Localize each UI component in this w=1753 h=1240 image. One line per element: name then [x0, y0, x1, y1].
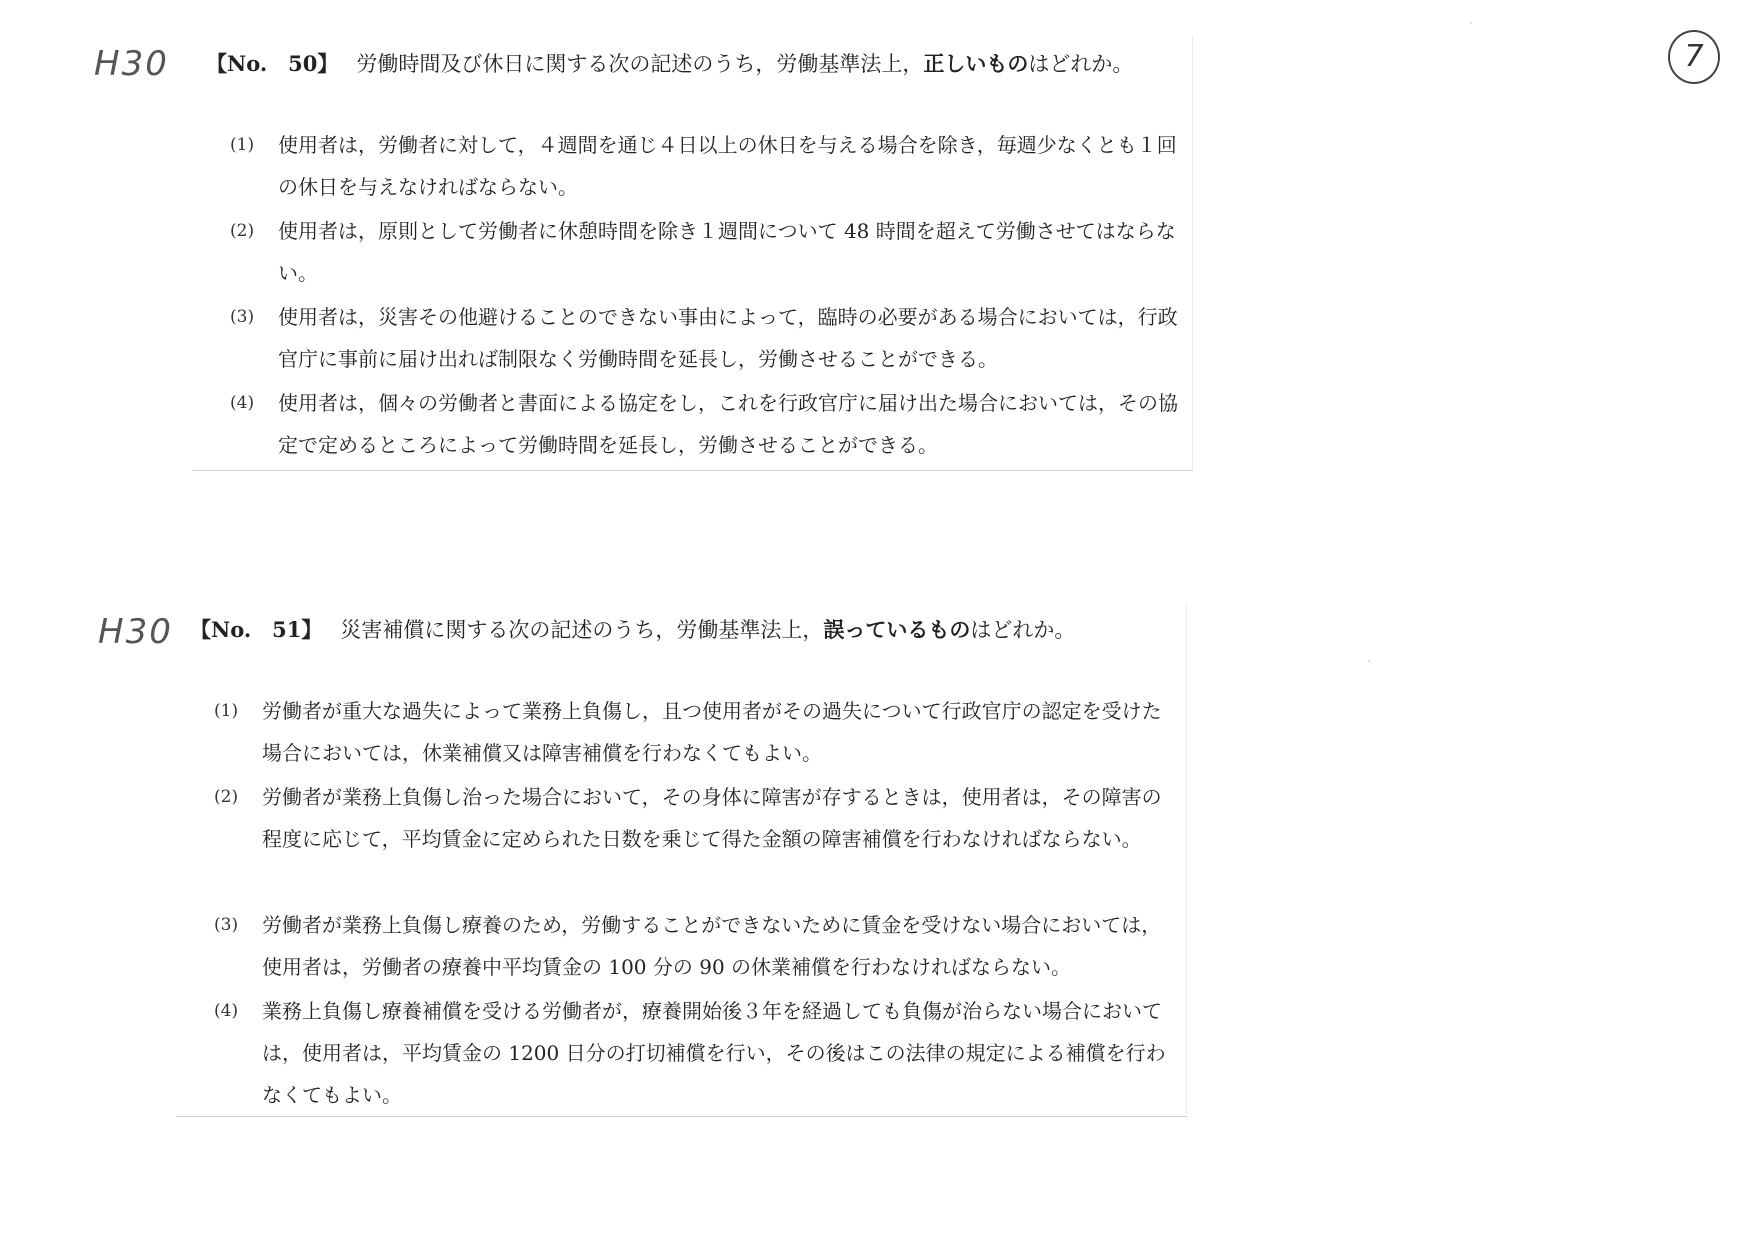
option-label: (3) — [230, 307, 255, 327]
scan-speck — [1470, 22, 1472, 24]
option-label: (2) — [230, 221, 255, 241]
option-2 — [214, 776, 1176, 860]
question-stem: 労働時間及び休日に関する次の記述のうち，労働基準法上，正しいものはどれか。 — [356, 51, 1134, 76]
option-label: (1) — [214, 701, 239, 721]
option-4 — [230, 382, 1182, 466]
handwritten-year-q50: H30 — [94, 44, 169, 84]
option-text: 労働者が重大な過失によって業務上負傷し，且つ使用者がその過失について行政官庁の認定を受けた場合においては，休業補償又は障害補償を行わなくてもよい。 — [262, 699, 1162, 765]
option-2 — [230, 210, 1182, 294]
question-stem: 災害補償に関する次の記述のうち，労働基準法上，誤っているものはどれか。 — [340, 617, 1076, 642]
option-text: 使用者は，個々の労働者と書面による協定をし，これを行政官庁に届け出た場合においては，その協定で定めるところによって労働時間を延長し，労働させることができる。 — [278, 391, 1178, 457]
option-4 — [214, 990, 1176, 1116]
option-text: 労働者が業務上負傷し療養のため，労働することができないために賃金を受けない場合においては，使用者は，労働者の療養中平均賃金の 100 分の 90 の休業補償を行わなければならない。 — [262, 913, 1162, 979]
option-text: 業務上負傷し療養補償を受ける労働者が，療養開始後３年を経過しても負傷が治らない場合においては，使用者は，平均賃金の 1200 日分の打切補償を行い，その後はこの法律の規定による補償を行わなくてもよい。 — [262, 999, 1166, 1107]
question-number: 【No. 51】 — [190, 617, 323, 642]
option-text: 使用者は，原則として労働者に休憩時間を除き１週間について 48 時間を超えて労働させてはならない。 — [278, 219, 1176, 285]
question-51-card — [176, 604, 1187, 1117]
question-50-header — [206, 48, 1133, 78]
option-1 — [214, 690, 1176, 774]
question-number: 【No. 50】 — [206, 51, 339, 76]
option-label: (3) — [214, 915, 239, 935]
option-text: 労働者が業務上負傷し治った場合において，その身体に障害が存するときは，使用者は，その障害の程度に応じて，平均賃金に定められた日数を乗じて得た金額の障害補償を行わなければならない。 — [262, 785, 1162, 851]
question-50-card — [192, 36, 1193, 471]
option-label: (4) — [230, 393, 255, 413]
handwritten-page-number: 7 — [1668, 30, 1720, 84]
option-label: (4) — [214, 1001, 239, 1021]
option-label: (2) — [214, 787, 239, 807]
stem-emphasis: 誤っているもの — [823, 617, 971, 642]
handwritten-year-q51: H30 — [98, 612, 173, 652]
option-1 — [230, 124, 1182, 208]
option-3 — [214, 904, 1176, 988]
stem-emphasis: 正しいもの — [923, 51, 1029, 76]
question-51-header — [190, 614, 1075, 644]
option-3 — [230, 296, 1182, 380]
scan-speck — [1368, 660, 1370, 662]
option-text: 使用者は，災害その他避けることのできない事由によって，臨時の必要がある場合においては，行政官庁に事前に届け出れば制限なく労働時間を延長し，労働させることができる。 — [278, 305, 1178, 371]
option-text: 使用者は，労働者に対して，４週間を通じ４日以上の休日を与える場合を除き，毎週少なくとも１回の休日を与えなければならない。 — [278, 133, 1177, 199]
option-label: (1) — [230, 135, 255, 155]
